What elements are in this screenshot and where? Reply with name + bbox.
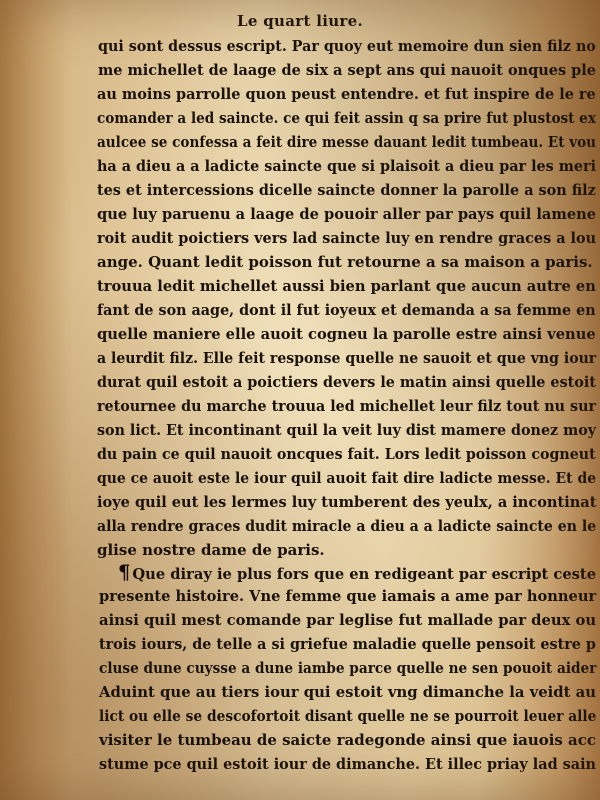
text-line: trois iours, de telle a si griefue maladie quelle pensoit estre p	[99, 635, 596, 653]
text-line: qui sont dessus escript. Par quoy eut memoire dun sien filz no	[98, 37, 596, 55]
text-line: cluse dune cuysse a dune iambe parce quelle ne sen pouoit aider	[99, 659, 597, 677]
text-line-content: Que diray ie plus fors que en redigeant par escript ceste	[132, 565, 597, 583]
text-line: glise nostre dame de paris.	[97, 541, 325, 559]
text-line: stume pce quil estoit iour de dimanche. Et illec priay lad sain	[99, 755, 597, 773]
text-line: comander a led saincte. ce qui feit assin q sa prire fut plustost ex	[97, 109, 596, 127]
text-line: au moins parrolle quon peust entendre. et fut inspire de le re	[97, 85, 596, 103]
pilcrow-icon: ¶	[118, 560, 131, 584]
text-line: presente histoire. Vne femme que iamais a ame par honneur	[99, 587, 597, 605]
text-line: quelle maniere elle auoit cogneu la parolle estre ainsi venue	[97, 325, 596, 343]
text-line: a leurdit filz. Elle feit response quelle ne sauoit et que vng iour	[97, 349, 597, 367]
text-line: son lict. Et incontinant quil la veit luy dist mamere donez moy	[97, 421, 597, 439]
text-line: roit audit poictiers vers lad saincte luy en rendre graces a lou	[97, 229, 597, 247]
text-line: ange. Quant ledit poisson fut retourne a sa maison a paris.	[97, 253, 593, 271]
text-line: du pain ce quil nauoit oncques fait. Lors ledit poisson cogneut	[97, 445, 596, 463]
text-line: que ce auoit este le iour quil auoit fait dire ladicte messe. Et de	[97, 469, 597, 487]
text-line: ha a dieu a a ladicte saincte que si plaisoit a dieu par les meri	[97, 157, 597, 175]
text-line: aulcee se confessa a feit dire messe dauant ledit tumbeau. Et vou	[97, 133, 597, 151]
text-line: retournee du marche trouua led michellet leur filz tout nu sur	[97, 397, 596, 415]
text-line: durat quil estoit a poictiers devers le matin ainsi quelle estoit	[97, 373, 596, 391]
text-line: me michellet de laage de six a sept ans qui nauoit onques ple	[98, 61, 596, 79]
text-line: trouua ledit michellet aussi bien parlant que aucun autre en	[97, 277, 596, 295]
text-line: Aduint que au tiers iour qui estoit vng dimanche la veidt au	[99, 683, 597, 701]
text-line: lict ou elle se descofortoit disant quelle ne se pourroit leuer alle	[99, 707, 597, 725]
text-line: tes et intercessions dicelle saincte donner la parolle a son filz	[97, 181, 596, 199]
text-line-first	[118, 560, 596, 584]
text-line: visiter le tumbeau de saicte radegonde ainsi que iauois acc	[99, 731, 596, 749]
text-line: ainsi quil mest comande par leglise fut mallade par deux ou	[99, 611, 597, 629]
text-line: alla rendre graces dudit miracle a dieu a a ladicte saincte en le	[97, 517, 597, 535]
text-line: ioye quil eut les lermes luy tumberent des yeulx, a incontinat	[97, 493, 597, 511]
text-line: que luy paruenu a laage de pouoir aller par pays quil lamene	[97, 205, 597, 223]
text-line: fant de son aage, dont il fut ioyeux et demanda a sa femme en	[97, 301, 596, 319]
running-head: Le quart liure.	[237, 12, 363, 30]
